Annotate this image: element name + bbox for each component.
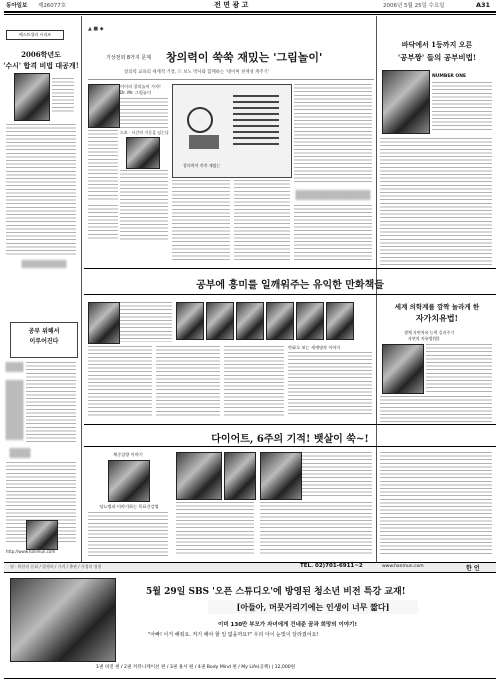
diet-book-4 [260, 452, 302, 500]
feature-tagline: 기상천외 8가지 문제 [106, 55, 152, 61]
diet-rule-bottom [84, 446, 496, 447]
footer-url: www.hanmun.com [382, 564, 424, 569]
manhwa-rule-bottom [84, 294, 496, 295]
diet-text-4 [260, 502, 372, 556]
feature-logo: ▲ ■ ◆ [88, 26, 104, 32]
manhwa-rule-top [84, 268, 496, 269]
manhwa-text-1 [120, 302, 172, 342]
series-tag: 베스트셀러 시리즈 [6, 30, 64, 40]
feature-book-caption-text: 이이의 창의놀이 가자! [120, 84, 161, 89]
left-blur-3 [10, 448, 30, 458]
left-book-info [52, 78, 74, 112]
diet-caption-1: 체중감량 이야기 [113, 452, 143, 457]
left-blurred-block [22, 260, 66, 268]
diet-text-2 [176, 502, 254, 556]
bottom-book-covers [10, 578, 116, 662]
issue-number: 제26077호 [38, 3, 67, 9]
footer-left: 명 · 북한의 문화 / 발행처 / 가격 / 출판 / 가정의 정원 [10, 564, 102, 569]
feature-text-col-2 [120, 170, 168, 240]
right-mid-headline-1: 세계 의학계를 깜짝 놀라게 한 [394, 303, 480, 311]
diet-banner: 다이어트, 6주의 기적! 뱃살이 쑥~! [211, 434, 369, 445]
left-box-line-2: 이루어진다 [29, 338, 59, 345]
diet-book-2 [176, 452, 222, 500]
manhwa-book-6 [296, 302, 324, 340]
left-box-line-1: 공부 위해서 [28, 328, 60, 335]
feature-text-col-4 [172, 180, 230, 260]
bottom-sub: [아들아, 머뭇거리기에는 인생이 너무 짧다] [236, 602, 390, 612]
feature-text-col-5 [234, 180, 290, 260]
footer-tel: TEL. 02)701-6911~2 [300, 563, 363, 569]
right-mid-book-info [426, 344, 492, 392]
right-mid-small-1: 생체 자연치유 능력 길러주기 [404, 330, 455, 335]
right-body-text [380, 138, 492, 266]
left-box [10, 322, 78, 358]
manhwa-book-3 [206, 302, 234, 340]
page-bottom-rule [4, 678, 496, 679]
right-mid-text [380, 396, 492, 422]
right-headline-1: 바닥에서 1등까지 오른 [401, 40, 473, 49]
header-rule [4, 11, 496, 13]
left-blur-2 [6, 380, 24, 440]
feature-book-2 [126, 137, 160, 169]
feature-pic-caption: 창의력이 쑥쑥 재밌는 [183, 163, 221, 168]
left-headline-2: '수시' 합격 비법 대공개! [3, 61, 79, 70]
section-title: 전 면 광 고 [214, 0, 249, 9]
right-bottom-text [380, 452, 492, 556]
diet-rule-top [84, 424, 496, 425]
feature-subtitle: 창의력 교육의 세계적 거장, 드 보노 박사와 함께하는 '네이버 천재성 계주기' [124, 70, 270, 75]
right-mid-book [382, 344, 424, 394]
feature-text-col-1 [88, 130, 118, 200]
feature-title: 창의력이 쑥쑥 재밌는 '그림놀이' [166, 51, 323, 64]
manhwa-text-3 [156, 346, 220, 416]
manhwa-text-4 [224, 346, 284, 416]
feature-caption-2: 드보 · 시간의 기둥을 넘는다 [120, 130, 169, 135]
footer-rule-2 [4, 572, 496, 573]
bottom-line-2: "아빠! 이거 해줘요. 저기 해야 할 일 없을까요?" 우리 아이 눈빛이 달라졌어요! [148, 632, 319, 638]
left-blur-1 [6, 362, 24, 372]
page-number: A31 [476, 1, 491, 9]
diet-book-3 [224, 452, 256, 500]
left-body-text [6, 124, 76, 256]
diet-text-3 [302, 452, 372, 498]
diet-text-1 [88, 512, 168, 556]
left-footer-url: http://www.hanmun.com [6, 549, 56, 554]
feature-book-text [120, 98, 168, 128]
right-headline-2: '공부짱' 들의 공부비법! [397, 53, 477, 62]
feature-illustration [172, 84, 292, 178]
feature-text-col-7 [294, 205, 372, 260]
feature-book-sub: Dr. Mr. 그림놀이 [120, 90, 152, 95]
manhwa-text-5 [288, 352, 372, 416]
manhwa-caption: 만화로 보는 세계명작 이야기 [288, 345, 341, 350]
footer-brand: 한 언 [466, 565, 480, 572]
left-book-cover-2 [26, 520, 58, 550]
left-book-cover [14, 73, 50, 121]
manhwa-banner: 공부에 흥미를 일깨워주는 유익한 만화책들 [196, 280, 384, 291]
manhwa-book-7 [326, 302, 354, 340]
bottom-line-1: 이미 130만 부모가 자녀에게 건네준 꿈과 희망의 이야기! [218, 622, 357, 628]
right-mid-small-2: 자연의 치유법(법) [408, 336, 440, 341]
manhwa-book-1 [88, 302, 120, 344]
date: 2006년 5월 25일 수요일 [383, 3, 445, 9]
left-headline-1: 2006학년도 [21, 50, 61, 59]
feature-blur [296, 190, 370, 200]
feature-text-col-3 [88, 205, 118, 241]
bottom-sub-box [208, 600, 418, 614]
feature-rule [88, 79, 374, 80]
right-mid-headline-2: 자가치유법! [415, 313, 459, 323]
feature-text-col-6 [294, 84, 372, 184]
manhwa-book-5 [266, 302, 294, 340]
diet-caption-2: 당뇨병과 이야기하는 목표건강법 [99, 504, 159, 509]
right-book-info [432, 82, 492, 130]
bottom-headline: 5월 29일 SBS '오픈 스튜디오'에 방영된 청소년 비전 특강 교재! [146, 587, 406, 597]
right-mini-title: NUMBER ONE [432, 74, 467, 79]
manhwa-book-4 [236, 302, 264, 340]
paper-name: 동아일보 [6, 3, 28, 9]
feature-book-1 [88, 84, 120, 128]
left-body-text-2 [26, 362, 76, 442]
divider-left [81, 16, 82, 562]
feature-book-caption [120, 84, 168, 96]
header-rule-2 [4, 14, 496, 15]
manhwa-text-2 [88, 346, 152, 416]
bottom-footer: 1권 비전 편 / 2권 커뮤니케이션 편 / 3권 용서 편 / 4권 Body Mind 편 / My Life(공책) | 12,000원 [96, 665, 296, 670]
diet-book-1 [108, 460, 150, 502]
manhwa-book-2 [176, 302, 204, 340]
right-book-cover [382, 70, 430, 134]
footer-bar [4, 563, 496, 572]
